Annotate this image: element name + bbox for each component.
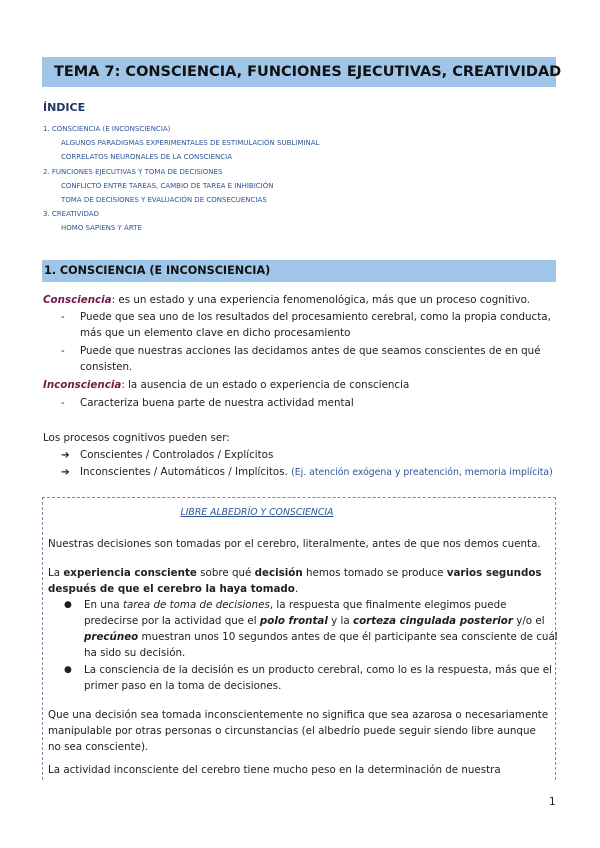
bullet-text: Puede que sea uno de los resultados del procesamiento cerebral, como la propia conducta, bbox=[80, 311, 551, 323]
bullet-text: consisten. bbox=[80, 361, 133, 373]
process-item bbox=[80, 464, 553, 481]
process-text: Inconscientes / Automáticos / Implícitos. bbox=[80, 466, 288, 478]
text-run: La bbox=[48, 567, 64, 579]
bullet-text: más que un elemento clave en dicho procesamiento bbox=[80, 327, 351, 339]
toc-item[interactable]: 3. CREATIVIDAD bbox=[43, 210, 99, 219]
box-bullet-line bbox=[84, 613, 545, 630]
bullet-text: Puede que nuestras acciones las decidamos antes de que seamos conscientes de en qué bbox=[80, 345, 541, 357]
page-title: TEMA 7: CONSCIENCIA, FUNCIONES EJECUTIVAS, CREATIVIDAD bbox=[42, 57, 556, 87]
section-heading: 1. CONSCIENCIA (E INCONSCIENCIA) bbox=[42, 260, 556, 282]
text-run-bold: varios segundos bbox=[446, 567, 542, 579]
definition-text: : la ausencia de un estado o experiencia de consciencia bbox=[121, 379, 410, 391]
toc-heading: ÍNDICE bbox=[43, 101, 86, 114]
text-run-bold-italic: corteza cingulada posterior bbox=[352, 615, 513, 627]
toc-item[interactable]: 1. CONSCIENCIA (E INCONSCIENCIA) bbox=[43, 125, 171, 133]
text-run: predecirse por la actividad que el bbox=[84, 615, 260, 627]
box-paragraph: Nuestras decisiones son tomadas por el cerebro, literalmente, antes de que nos demos cuenta. bbox=[48, 538, 541, 550]
text-run: . bbox=[294, 583, 299, 595]
consciencia-definition bbox=[43, 292, 530, 309]
page-number: 1 bbox=[549, 796, 556, 808]
box-bullet-line bbox=[84, 597, 506, 614]
box-paragraph-line: manipulable por otras personas o circunstancias (el albedrío puede seguir siendo libre aunque bbox=[48, 725, 536, 737]
bullet-dot-icon: ● bbox=[64, 600, 72, 610]
text-run: , la respuesta que finalmente elegimos puede bbox=[269, 599, 507, 611]
box-paragraph-line bbox=[48, 581, 298, 598]
arrow-icon: ➔ bbox=[61, 466, 70, 478]
text-run: sobre qué bbox=[196, 567, 255, 579]
toc-item[interactable]: ALGUNOS PARADIGMAS EXPERIMENTALES DE ESTIMULACIÓN SUBLIMINAL bbox=[61, 139, 320, 148]
text-run: En una bbox=[84, 599, 123, 611]
procesos-intro: Los procesos cognitivos pueden ser: bbox=[43, 432, 230, 444]
text-run-bold-italic: polo frontal bbox=[259, 615, 328, 627]
term-consciencia: Consciencia bbox=[43, 294, 112, 306]
box-title[interactable]: LIBRE ALBEDRÍO Y CONSCIENCIA bbox=[180, 507, 334, 518]
text-run: hemos tomado se produce bbox=[302, 567, 447, 579]
box-paragraph-line: no sea consciente). bbox=[48, 741, 149, 753]
box-bullet-line: primer paso en la toma de decisiones. bbox=[84, 680, 282, 692]
text-run: y/o el bbox=[512, 615, 545, 627]
toc-item[interactable]: CONFLICTO ENTRE TAREAS, CAMBIO DE TAREA E INHIBICIÓN bbox=[61, 181, 274, 190]
toc-item[interactable]: TOMA DE DECISIONES Y EVALUACIÓN DE CONSECUENCIAS bbox=[61, 196, 267, 205]
box-bullet-line: ha sido su decisión. bbox=[84, 647, 186, 659]
text-run: muestran unos 10 segundos antes de que él participante sea consciente de cuál bbox=[138, 631, 558, 643]
box-paragraph-line: La actividad inconsciente del cerebro tiene mucho peso en la determinación de nuestra bbox=[48, 764, 501, 776]
process-item: Conscientes / Controlados / Explícitos bbox=[80, 449, 274, 461]
text-run-italic: tarea de toma de decisiones bbox=[122, 599, 270, 611]
text-run-bold: después de que el cerebro la haya tomado bbox=[48, 583, 295, 595]
toc-item[interactable]: 2. FUNCIONES EJECUTIVAS Y TOMA DE DECISIONES bbox=[43, 167, 223, 176]
text-run-bold: experiencia consciente bbox=[63, 567, 197, 579]
bullet-dot-icon: ● bbox=[64, 665, 72, 675]
box-paragraph-line: Que una decisión sea tomada inconscientemente no significa que sea azarosa o necesariamente bbox=[48, 709, 549, 721]
text-run-bold-italic: precúneo bbox=[84, 631, 139, 643]
table-of-contents bbox=[43, 122, 319, 236]
dash-bullet: - bbox=[61, 345, 65, 357]
term-inconsciencia: Inconsciencia bbox=[43, 379, 122, 391]
text-run: y la bbox=[327, 615, 353, 627]
arrow-icon: ➔ bbox=[61, 449, 70, 461]
toc-item[interactable]: CORRELATOS NEURONALES DE LA CONSCIENCIA bbox=[61, 153, 233, 162]
process-note: (Ej. atención exógena y preatención, memoria implícita) bbox=[291, 467, 553, 478]
inconsciencia-definition bbox=[43, 377, 409, 394]
toc-item[interactable]: HOMO SAPIENS Y ARTE bbox=[61, 224, 142, 233]
box-bullet-line bbox=[84, 629, 558, 646]
dash-bullet: - bbox=[61, 397, 65, 409]
bullet-text: Caracteriza buena parte de nuestra actividad mental bbox=[80, 397, 354, 409]
text-run-bold: decisión bbox=[254, 567, 303, 579]
box-bullet-line: La consciencia de la decisión es un producto cerebral, como lo es la respuesta, más que el bbox=[84, 664, 552, 676]
box-paragraph bbox=[48, 565, 542, 582]
definition-text: : es un estado y una experiencia fenomenológica, más que un proceso cognitivo. bbox=[111, 294, 531, 306]
dash-bullet: - bbox=[61, 311, 65, 323]
